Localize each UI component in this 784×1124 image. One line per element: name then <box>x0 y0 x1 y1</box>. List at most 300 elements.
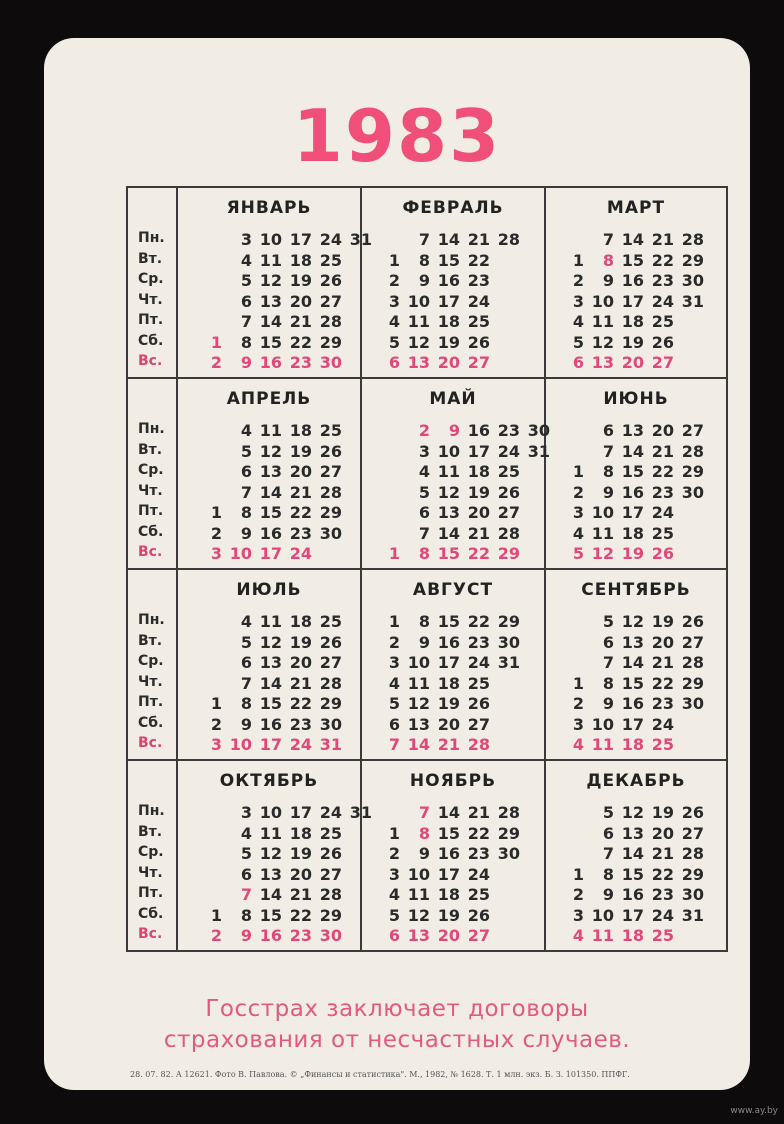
day-cell: 30 <box>497 632 520 652</box>
day-cell: 16 <box>621 482 644 502</box>
day-cell: 29 <box>681 462 704 481</box>
day-cell: 15 <box>621 250 644 270</box>
day-cell: 21 <box>437 735 460 754</box>
day-cell: 9 <box>602 694 614 713</box>
day-cell: 5 <box>388 694 400 713</box>
day-cell: 14 <box>259 673 282 693</box>
day-cell: 12 <box>259 271 282 290</box>
day-cell: 1 <box>210 503 222 522</box>
day-cell: 24 <box>651 714 674 734</box>
month-block <box>362 570 546 761</box>
day-cell: 20 <box>651 632 674 652</box>
day-cell: 8 <box>602 864 614 884</box>
day-cell: 13 <box>407 714 430 734</box>
weekday-label: Вт. <box>138 632 163 649</box>
day-cell: 29 <box>681 864 704 884</box>
day-cell: 11 <box>591 735 614 754</box>
day-cell: 13 <box>621 421 644 440</box>
day-cell: 5 <box>602 803 614 822</box>
day-cell: 27 <box>467 714 490 734</box>
day-cell: 16 <box>259 523 282 543</box>
day-cell: 5 <box>602 612 614 631</box>
day-cell: 24 <box>651 291 674 311</box>
day-cell: 16 <box>259 714 282 734</box>
month-block <box>546 379 726 570</box>
day-cell: 6 <box>388 714 400 734</box>
day-cell: 30 <box>319 523 342 543</box>
day-cell: 6 <box>240 653 252 672</box>
day-cell: 14 <box>437 230 460 249</box>
weekday-label: Пт. <box>138 503 164 519</box>
day-cell: 7 <box>602 230 614 249</box>
day-cell: 4 <box>240 823 252 843</box>
day-cell: 22 <box>289 694 312 713</box>
day-cell: 31 <box>527 441 550 461</box>
day-cell: 4 <box>572 735 584 754</box>
day-cell: 14 <box>407 735 430 754</box>
day-cell: 27 <box>319 291 342 311</box>
month-name: ДЕКАБРЬ <box>586 771 686 791</box>
day-cell: 31 <box>681 291 704 311</box>
month-block <box>546 570 726 761</box>
day-cell: 6 <box>388 353 400 372</box>
day-cell: 15 <box>437 250 460 270</box>
weekday-label: Пт. <box>138 312 164 328</box>
day-cell: 14 <box>437 523 460 543</box>
day-cell: 1 <box>210 332 222 352</box>
day-cell: 18 <box>289 250 312 270</box>
day-cell: 17 <box>289 230 312 249</box>
day-cell: 15 <box>259 694 282 713</box>
day-cell: 29 <box>319 905 342 925</box>
month-name: НОЯБРЬ <box>409 771 497 791</box>
day-cell: 13 <box>621 823 644 843</box>
weekday-label: Чт. <box>138 864 163 881</box>
weekday-label: Сб. <box>138 523 164 540</box>
day-cell: 20 <box>621 353 644 372</box>
day-cell: 14 <box>621 230 644 249</box>
day-cell: 2 <box>210 926 222 945</box>
day-cell: 6 <box>602 421 614 440</box>
day-cell: 27 <box>467 926 490 945</box>
weekday-label: Чт. <box>138 482 163 499</box>
day-cell: 11 <box>407 673 430 693</box>
calendar-grid <box>126 186 728 952</box>
month-name: ИЮНЬ <box>603 389 669 409</box>
day-cell: 11 <box>259 823 282 843</box>
month-block <box>178 570 362 761</box>
day-cell: 20 <box>289 653 312 672</box>
day-cell: 25 <box>651 735 674 754</box>
day-cell: 9 <box>240 353 252 372</box>
day-cell: 3 <box>572 291 584 311</box>
month-name: МАРТ <box>606 198 666 218</box>
day-cell: 19 <box>621 332 644 352</box>
day-cell: 30 <box>681 694 704 713</box>
day-cell: 13 <box>437 503 460 522</box>
day-cell: 7 <box>240 673 252 693</box>
day-cell: 26 <box>497 482 520 502</box>
day-cell: 29 <box>319 503 342 522</box>
day-cell: 7 <box>602 441 614 461</box>
day-cell: 10 <box>591 291 614 311</box>
calendar-card <box>44 38 750 1090</box>
month-block <box>178 188 372 379</box>
day-cell: 2 <box>572 271 584 290</box>
day-cell: 26 <box>319 844 342 863</box>
day-cell: 22 <box>651 462 674 481</box>
day-cell: 22 <box>467 823 490 843</box>
day-cell: 25 <box>467 312 490 331</box>
day-cell: 11 <box>407 312 430 331</box>
day-cell: 14 <box>259 482 282 502</box>
day-cell: 17 <box>621 905 644 925</box>
month-block <box>362 761 546 952</box>
day-cell: 31 <box>349 230 372 249</box>
day-cell: 17 <box>437 291 460 311</box>
day-cell: 18 <box>467 462 490 481</box>
day-cell: 18 <box>437 312 460 331</box>
day-cell: 17 <box>437 653 460 672</box>
day-cell: 2 <box>388 844 400 863</box>
day-cell: 31 <box>319 735 342 754</box>
day-cell: 14 <box>621 844 644 863</box>
day-cell: 20 <box>437 714 460 734</box>
day-cell: 13 <box>407 926 430 945</box>
weekday-label: Вт. <box>138 823 163 840</box>
day-cell: 21 <box>289 885 312 904</box>
day-cell: 28 <box>497 803 520 822</box>
day-cell: 23 <box>289 353 312 372</box>
weekday-label: Ср. <box>138 653 164 669</box>
day-cell: 22 <box>467 250 490 270</box>
day-cell: 17 <box>259 735 282 754</box>
day-cell: 22 <box>289 332 312 352</box>
day-cell: 16 <box>621 885 644 904</box>
day-cell: 19 <box>437 905 460 925</box>
day-cell: 17 <box>259 544 282 563</box>
day-cell: 29 <box>497 544 520 563</box>
day-cell: 3 <box>240 803 252 822</box>
day-cell: 13 <box>259 462 282 481</box>
month-block <box>178 761 372 952</box>
day-cell: 30 <box>319 353 342 372</box>
day-cell: 25 <box>497 462 520 481</box>
day-cell: 28 <box>319 673 342 693</box>
day-cell: 26 <box>467 694 490 713</box>
day-cell: 10 <box>591 503 614 522</box>
day-cell: 26 <box>467 332 490 352</box>
day-cell: 19 <box>437 332 460 352</box>
day-cell: 11 <box>591 926 614 945</box>
day-cell: 15 <box>621 673 644 693</box>
day-cell: 29 <box>681 673 704 693</box>
day-cell: 1 <box>572 673 584 693</box>
day-cell: 3 <box>388 864 400 884</box>
day-cell: 6 <box>240 291 252 311</box>
weekday-label: Пт. <box>138 885 164 901</box>
day-cell: 24 <box>467 653 490 672</box>
day-cell: 29 <box>497 612 520 631</box>
day-cell: 23 <box>467 271 490 290</box>
day-cell: 31 <box>497 653 520 672</box>
day-cell: 6 <box>240 462 252 481</box>
day-cell: 11 <box>407 885 430 904</box>
day-cell: 5 <box>240 271 252 290</box>
day-cell: 15 <box>437 612 460 631</box>
day-cell: 1 <box>210 694 222 713</box>
month-name: МАЙ <box>429 389 477 409</box>
day-cell: 25 <box>319 823 342 843</box>
slogan <box>44 994 750 1056</box>
day-cell: 18 <box>621 523 644 543</box>
day-cell: 9 <box>240 926 252 945</box>
day-cell: 26 <box>319 632 342 652</box>
day-cell: 28 <box>681 844 704 863</box>
day-cell: 8 <box>418 544 430 563</box>
day-cell: 21 <box>289 312 312 331</box>
day-cell: 12 <box>259 844 282 863</box>
day-cell: 28 <box>497 230 520 249</box>
day-cell: 20 <box>437 353 460 372</box>
day-cell: 30 <box>681 482 704 502</box>
day-cell: 15 <box>437 544 460 563</box>
day-cell: 23 <box>651 482 674 502</box>
day-cell: 27 <box>467 353 490 372</box>
day-cell: 2 <box>388 271 400 290</box>
day-cell: 17 <box>621 714 644 734</box>
day-cell: 25 <box>651 523 674 543</box>
day-cell: 24 <box>497 441 520 461</box>
day-cell: 3 <box>388 653 400 672</box>
month-name: ФЕВРАЛЬ <box>402 198 504 218</box>
slogan-line-1: Госстрах заключает договоры <box>205 996 589 1022</box>
day-cell: 31 <box>681 905 704 925</box>
imprint: 28. 07. 82. А 12621. Фото В. Павлова. © „Финансы и статистика". М., 1982, № 1628. Т. 1 млн. экз. Б. З. 101350. ППФГ. <box>130 1070 630 1079</box>
day-cell: 28 <box>681 653 704 672</box>
day-cell: 13 <box>259 864 282 884</box>
weekday-label: Ср. <box>138 271 164 287</box>
day-cell: 1 <box>388 823 400 843</box>
day-cell: 8 <box>240 694 252 713</box>
day-cell: 2 <box>572 694 584 713</box>
day-cell: 28 <box>497 523 520 543</box>
day-cell: 4 <box>572 312 584 331</box>
day-cell: 22 <box>651 250 674 270</box>
month-block <box>546 761 726 952</box>
month-block <box>362 188 546 379</box>
weekday-label: Ср. <box>138 462 164 478</box>
day-cell: 28 <box>681 230 704 249</box>
weekday-label: Пн. <box>138 421 165 437</box>
day-cell: 26 <box>681 612 704 631</box>
weekday-label: Сб. <box>138 714 164 731</box>
day-cell: 8 <box>602 462 614 481</box>
month-name: СЕНТЯБРЬ <box>581 580 691 600</box>
slogan-line-2: страхования от несчастных случаев. <box>163 1027 631 1053</box>
day-cell: 12 <box>591 544 614 563</box>
day-cell: 7 <box>602 653 614 672</box>
day-cell: 28 <box>319 482 342 502</box>
day-cell: 10 <box>407 864 430 884</box>
day-cell: 7 <box>240 312 252 331</box>
day-cell: 3 <box>240 230 252 249</box>
day-cell: 17 <box>289 803 312 822</box>
day-cell: 16 <box>621 271 644 290</box>
day-cell: 15 <box>259 503 282 522</box>
day-cell: 24 <box>467 291 490 311</box>
day-cell: 3 <box>572 905 584 925</box>
day-cell: 20 <box>651 823 674 843</box>
day-cell: 4 <box>240 612 252 631</box>
day-cell: 8 <box>240 503 252 522</box>
day-cell: 12 <box>259 441 282 461</box>
day-cell: 11 <box>591 312 614 331</box>
day-cell: 10 <box>437 441 460 461</box>
day-cell: 26 <box>651 332 674 352</box>
day-cell: 5 <box>388 905 400 925</box>
day-cell: 6 <box>572 353 584 372</box>
day-cell: 30 <box>319 714 342 734</box>
day-cell: 3 <box>388 291 400 311</box>
day-cell: 4 <box>240 250 252 270</box>
day-cell: 27 <box>651 353 674 372</box>
day-cell: 2 <box>210 353 222 372</box>
day-cell: 27 <box>681 632 704 652</box>
day-cell: 13 <box>407 353 430 372</box>
day-cell: 5 <box>572 332 584 352</box>
day-cell: 12 <box>621 803 644 822</box>
day-cell: 21 <box>651 653 674 672</box>
day-cell: 2 <box>418 421 430 440</box>
day-cell: 24 <box>319 803 342 822</box>
day-cell: 10 <box>407 291 430 311</box>
day-cell: 16 <box>467 421 490 440</box>
day-cell: 21 <box>651 844 674 863</box>
day-cell: 18 <box>621 926 644 945</box>
day-cell: 26 <box>319 441 342 461</box>
day-cell: 12 <box>621 612 644 631</box>
weekday-label: Вс. <box>138 926 163 942</box>
day-cell: 4 <box>572 926 584 945</box>
month-name: АПРЕЛЬ <box>226 389 312 409</box>
day-cell: 26 <box>319 271 342 290</box>
day-cell: 28 <box>681 441 704 461</box>
day-cell: 20 <box>651 421 674 440</box>
day-cell: 25 <box>467 673 490 693</box>
day-cell: 14 <box>621 653 644 672</box>
weekday-label: Пн. <box>138 612 165 628</box>
day-cell: 23 <box>289 926 312 945</box>
year-title: 1983 <box>292 94 502 178</box>
day-cell: 3 <box>572 503 584 522</box>
day-cell: 24 <box>651 905 674 925</box>
day-cell: 1 <box>388 250 400 270</box>
day-cell: 8 <box>240 905 252 925</box>
weekday-label: Вс. <box>138 544 163 560</box>
day-cell: 23 <box>289 523 312 543</box>
day-cell: 11 <box>259 421 282 440</box>
day-cell: 4 <box>418 462 430 481</box>
day-cell: 9 <box>240 714 252 734</box>
day-cell: 10 <box>259 803 282 822</box>
day-cell: 27 <box>681 421 704 440</box>
day-cell: 21 <box>467 803 490 822</box>
month-block <box>362 379 550 570</box>
day-cell: 10 <box>259 230 282 249</box>
day-cell: 11 <box>437 462 460 481</box>
day-cell: 30 <box>319 926 342 945</box>
day-cell: 25 <box>467 885 490 904</box>
day-cell: 13 <box>591 353 614 372</box>
day-cell: 21 <box>651 230 674 249</box>
weekday-labels <box>128 570 178 761</box>
day-cell: 6 <box>602 632 614 652</box>
day-cell: 16 <box>259 353 282 372</box>
day-cell: 18 <box>289 823 312 843</box>
weekday-label: Пн. <box>138 230 165 246</box>
day-cell: 18 <box>437 673 460 693</box>
day-cell: 10 <box>229 544 252 563</box>
watermark: www.ay.by <box>730 1106 778 1116</box>
day-cell: 1 <box>572 462 584 481</box>
day-cell: 16 <box>621 694 644 713</box>
weekday-labels <box>128 379 178 570</box>
day-cell: 20 <box>467 503 490 522</box>
day-cell: 22 <box>289 503 312 522</box>
day-cell: 16 <box>437 632 460 652</box>
day-cell: 15 <box>621 462 644 481</box>
day-cell: 19 <box>651 803 674 822</box>
day-cell: 10 <box>591 905 614 925</box>
month-name: ИЮЛЬ <box>236 580 302 600</box>
weekday-label: Ср. <box>138 844 164 860</box>
day-cell: 1 <box>572 250 584 270</box>
day-cell: 8 <box>240 332 252 352</box>
day-cell: 5 <box>240 632 252 652</box>
day-cell: 21 <box>289 482 312 502</box>
day-cell: 25 <box>651 926 674 945</box>
day-cell: 5 <box>240 441 252 461</box>
day-cell: 12 <box>407 905 430 925</box>
day-cell: 27 <box>319 462 342 481</box>
day-cell: 1 <box>388 612 400 631</box>
day-cell: 12 <box>437 482 460 502</box>
weekday-label: Вс. <box>138 735 163 751</box>
month-name: ЯНВАРЬ <box>226 198 312 218</box>
day-cell: 14 <box>259 885 282 904</box>
day-cell: 24 <box>467 864 490 884</box>
day-cell: 17 <box>621 503 644 522</box>
day-cell: 18 <box>289 612 312 631</box>
day-cell: 19 <box>289 844 312 863</box>
day-cell: 2 <box>572 885 584 904</box>
day-cell: 20 <box>289 864 312 884</box>
day-cell: 15 <box>621 864 644 884</box>
day-cell: 5 <box>388 332 400 352</box>
month-block <box>546 188 726 379</box>
day-cell: 9 <box>418 632 430 652</box>
day-cell: 4 <box>388 673 400 693</box>
day-cell: 10 <box>229 735 252 754</box>
day-cell: 17 <box>621 291 644 311</box>
day-cell: 26 <box>681 803 704 822</box>
day-cell: 25 <box>319 421 342 440</box>
day-cell: 3 <box>210 544 222 563</box>
day-cell: 20 <box>289 462 312 481</box>
day-cell: 25 <box>651 312 674 331</box>
day-cell: 29 <box>319 694 342 713</box>
